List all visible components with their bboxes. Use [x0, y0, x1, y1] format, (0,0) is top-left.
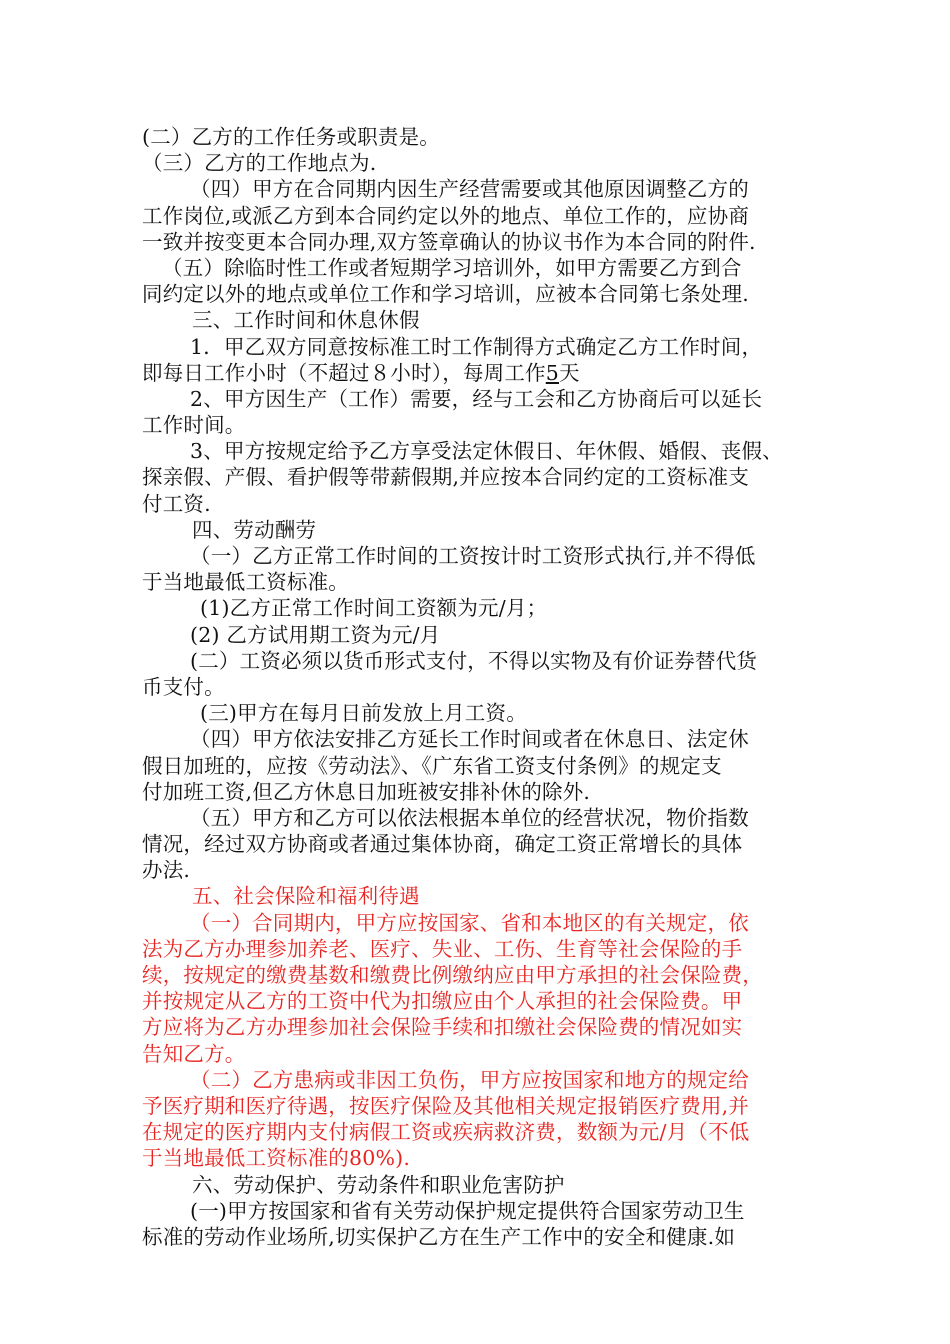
line-text: （二）乙方患病或非因工负伤，甲方应按国家和地方的规定给: [190, 1067, 749, 1092]
text-line: [142, 831, 822, 857]
line-text: （一）乙方正常工作时间的工资按计时工资形式执行,并不得低: [190, 544, 756, 568]
text-line: [142, 124, 822, 150]
line-text: 币支付。: [142, 674, 225, 699]
line-text: 法为乙方办理参加养老、医疗、失业、工伤、生育等社会保险的手: [142, 936, 743, 961]
line-text: 四、劳动酬劳: [192, 517, 317, 542]
line-text: 三、工作时间和休息休假: [192, 308, 420, 333]
text-line: [142, 543, 822, 569]
line-text: （一）合同期内，甲方应按国家、省和本地区的有关规定，依: [190, 910, 749, 935]
line-text: 一致并按变更本合同办理,双方签章确认的协议书作为本合同的附件.: [142, 229, 756, 254]
text-line: [142, 334, 822, 360]
text-line: [142, 203, 822, 229]
text-line: [142, 464, 822, 490]
line-text: 予医疗期和医疗待遇，按医疗保险及其他相关规定报销医疗费用,并: [142, 1093, 750, 1118]
line-text: 续，按规定的缴费基数和缴费比例缴纳应由甲方承担的社会保险费，: [142, 963, 763, 987]
line-text: 于当地最低工资标准的80%).: [142, 1146, 411, 1171]
document-body: [142, 124, 822, 1250]
line-text: （五）除临时性工作或者短期学习培训外，如甲方需要乙方到合: [162, 255, 742, 280]
line-text: 工作岗位,或派乙方到本合同约定以外的地点、单位工作的，应协商: [142, 203, 750, 228]
text-line: [142, 779, 822, 805]
line-text: （五）甲方和乙方可以依法根据本单位的经营状况，物价指数: [190, 805, 749, 830]
text-line: [142, 857, 822, 883]
highlighted-text-line: [142, 1119, 822, 1145]
line-text: (一)甲方按国家和省有关劳动保护规定提供符合国家劳动卫生: [190, 1198, 745, 1223]
line-text: 工作时间。: [142, 413, 246, 438]
text-line: [142, 1172, 822, 1198]
text-line: [142, 386, 822, 412]
line-text: 2、甲方因生产（工作）需要，经与工会和乙方协商后可以延长: [190, 386, 763, 411]
text-line: [142, 1224, 822, 1250]
line-text: 3、甲方按规定给予乙方享受法定休假日、年休假、婚假、丧假、: [190, 439, 783, 464]
line-text: 并按规定从乙方的工资中代为扣缴应由个人承担的社会保险费。甲: [142, 989, 743, 1014]
line-text: 探亲假、产假、看护假等带薪假期,并应按本合同约定的工资标准支: [142, 465, 750, 490]
text-line: [142, 281, 822, 307]
line-text: 标准的劳动作业场所,切实保护乙方在生产工作中的安全和健康.如: [142, 1224, 736, 1249]
text-line: [142, 1198, 822, 1224]
highlighted-text-line: [142, 936, 822, 962]
text-line: [142, 412, 822, 438]
line-text: (1)乙方正常工作时间工资额为元/月；: [200, 596, 548, 621]
text-line: [142, 674, 822, 700]
text-line: [142, 648, 822, 674]
line-text: 付工资.: [142, 491, 211, 516]
highlighted-text-line: [142, 1145, 822, 1171]
text-line: [142, 569, 822, 595]
line-text: 在规定的医疗期内支付病假工资或疾病救济费，数额为元/月（不低: [142, 1120, 750, 1145]
text-line: [142, 622, 822, 648]
line-text: 方应将为乙方办理参加社会保险手续和扣缴社会保险费的情况如实: [142, 1015, 743, 1040]
line-text: （四）甲方依法安排乙方延长工作时间或者在休息日、法定休: [190, 727, 749, 752]
text-line: [142, 805, 822, 831]
line-text: (二）工资必须以货币形式支付，不得以实物及有价证券替代货: [190, 648, 758, 673]
line-text: （三）乙方的工作地点为.: [142, 151, 377, 176]
line-tail-text: 天: [559, 360, 580, 385]
highlighted-text-line: [142, 883, 822, 909]
text-line: [142, 229, 822, 255]
line-text: (二）乙方的工作任务或职责是。: [142, 125, 440, 149]
text-line: [142, 517, 822, 543]
text-line: [142, 726, 822, 752]
line-text: 情况，经过双方协商或者通过集体协商，确定工资正常增长的具体: [142, 832, 743, 857]
text-line: [142, 360, 822, 386]
text-line: [142, 595, 822, 621]
highlighted-text-line: [142, 1067, 822, 1093]
line-text: (三)甲方在每月日前发放上月工资。: [200, 701, 527, 726]
text-line: [142, 753, 822, 779]
line-text: 付加班工资,但乙方休息日加班被安排补休的除外.: [142, 779, 591, 804]
text-line: [142, 491, 822, 517]
highlighted-text-line: [142, 988, 822, 1014]
text-line: [142, 255, 822, 281]
text-line: [142, 438, 822, 464]
line-text: 五、社会保险和福利待遇: [192, 884, 420, 909]
highlighted-text-line: [142, 962, 822, 988]
line-text: 告知乙方。: [142, 1041, 246, 1066]
highlighted-text-line: [142, 1093, 822, 1119]
text-line: [142, 176, 822, 202]
line-text: 于当地最低工资标准。: [142, 570, 349, 595]
highlighted-text-line: [142, 1041, 822, 1067]
line-text: （四）甲方在合同期内因生产经营需要或其他原因调整乙方的: [190, 177, 749, 202]
highlighted-text-line: [142, 1014, 822, 1040]
line-text: 办法.: [142, 858, 191, 883]
line-text: 假日加班的，应按《劳动法》、《广东省工资支付条例》的规定支: [142, 753, 722, 778]
text-line: [142, 700, 822, 726]
line-text: (2) 乙方试用期工资为元/月: [190, 622, 441, 647]
line-text: 1．甲乙双方同意按标准工时工作制得方式确定乙方工作时间，: [190, 334, 763, 359]
text-line: [142, 307, 822, 333]
text-line: [142, 150, 822, 176]
line-text: 同约定以外的地点或单位工作和学习培训，应被本合同第七条处理.: [142, 282, 750, 307]
underlined-value: 5: [545, 360, 559, 385]
highlighted-text-line: [142, 910, 822, 936]
line-text: 即每日工作小时（不超过８小时），每周工作: [142, 360, 546, 385]
line-text: 六、劳动保护、劳动条件和职业危害防护: [192, 1172, 565, 1197]
